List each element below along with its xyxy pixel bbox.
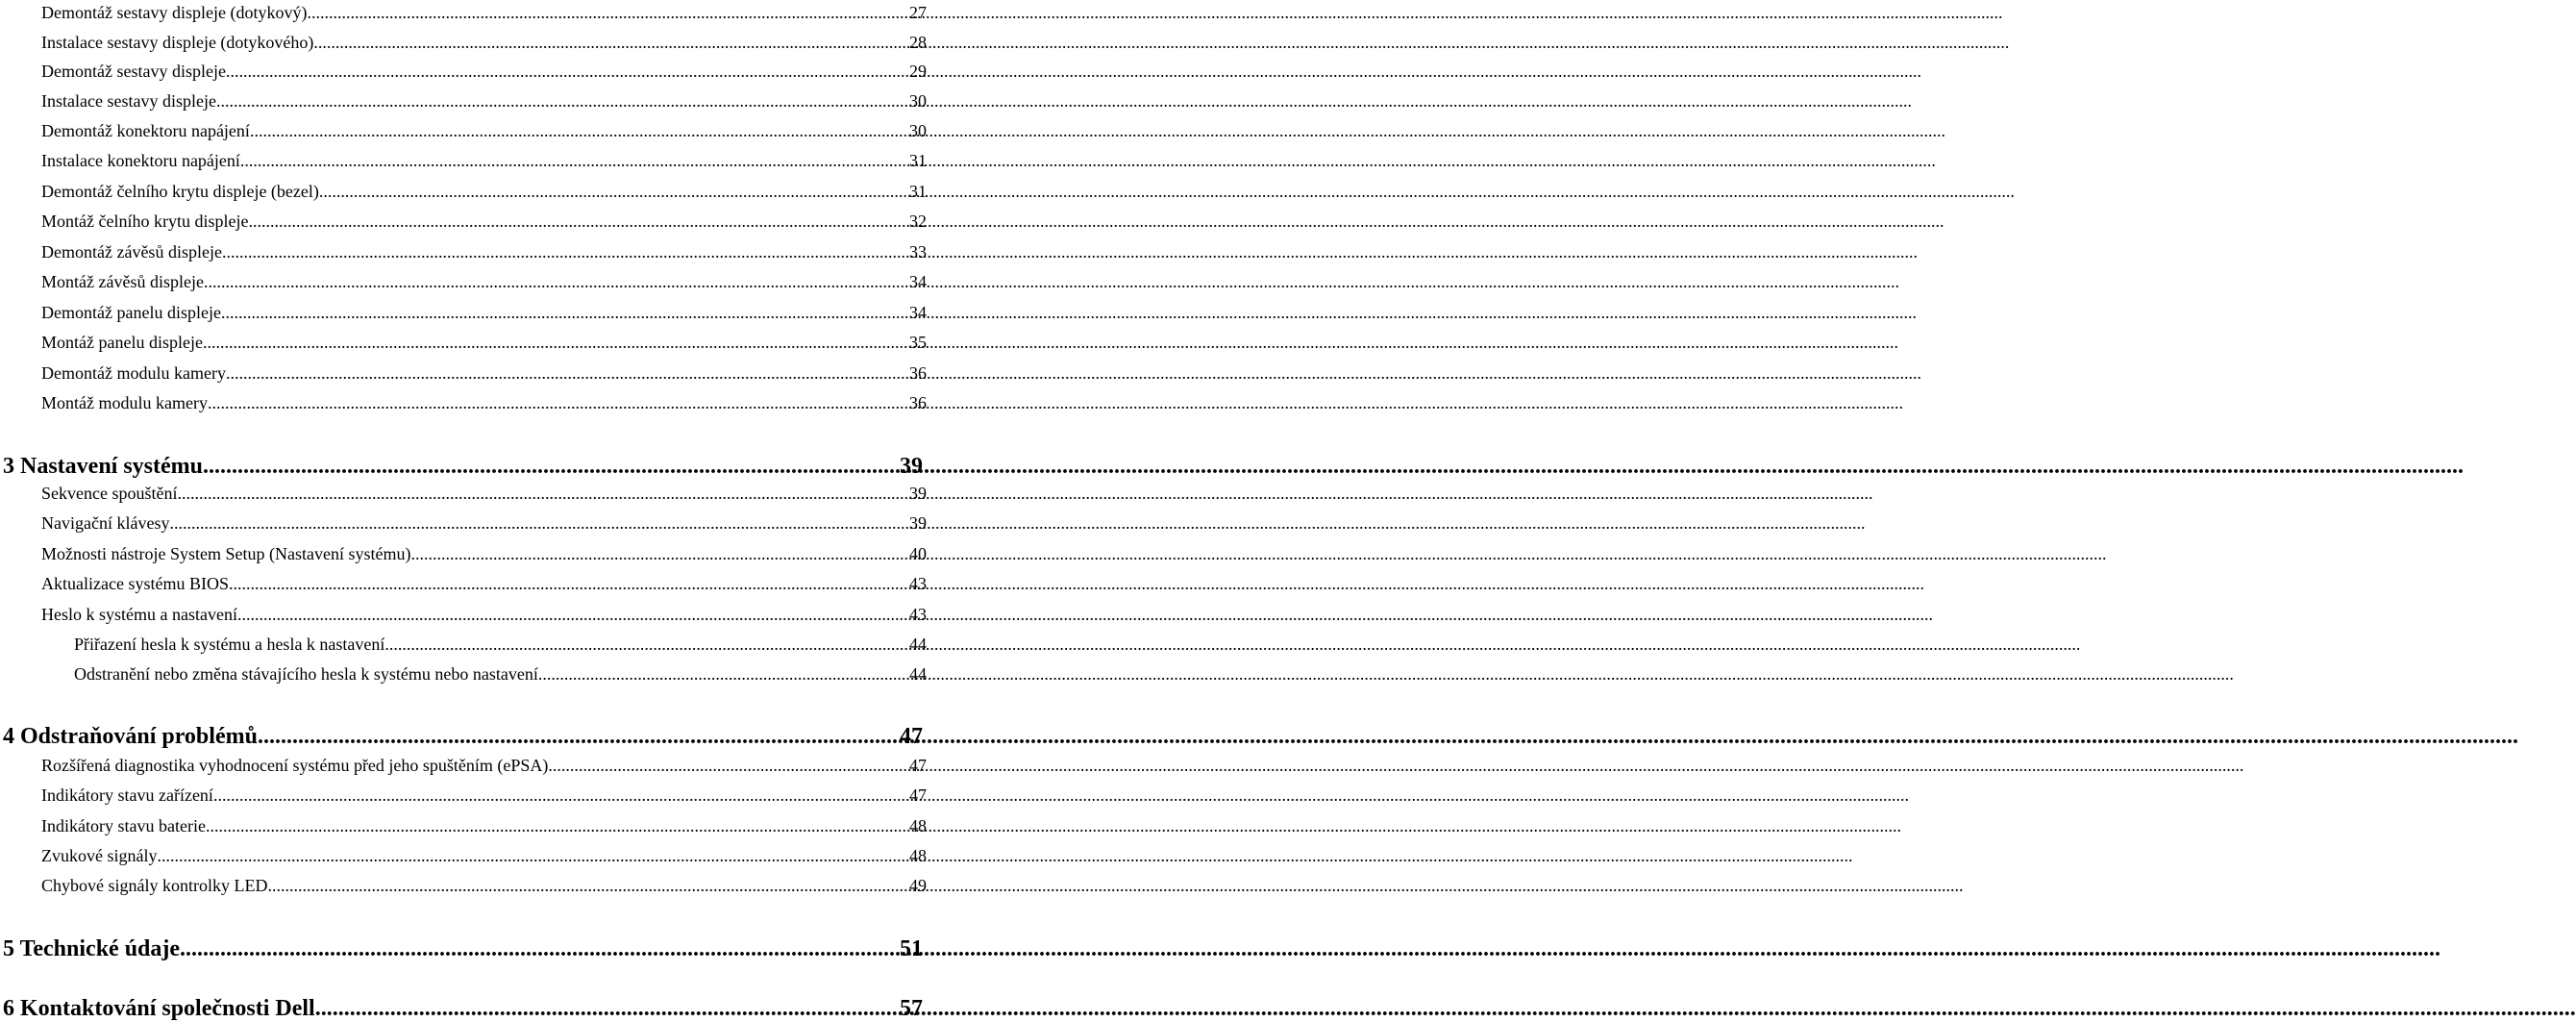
toc-page-number: 34: [909, 272, 927, 291]
toc-chapter-entry[interactable]: [3, 453, 923, 480]
toc-entry[interactable]: [41, 181, 927, 202]
toc-page-number: 39: [909, 513, 927, 533]
dot-leader: [206, 815, 908, 836]
toc-entry-title: Navigační klávesy: [41, 513, 170, 533]
dot-leader: [240, 150, 908, 171]
toc-entry-title: Rozšířená diagnostika vyhodnocení systému před jeho spuštěním (ePSA): [41, 756, 549, 775]
toc-page-number: 51: [900, 936, 923, 961]
dot-leader: [204, 271, 908, 292]
toc-page-number: 48: [909, 846, 927, 865]
toc-entry[interactable]: [41, 604, 927, 625]
toc-chapter-entry[interactable]: [3, 995, 923, 1022]
toc-page-number: 31: [909, 182, 927, 201]
toc-entry-title: Sekvence spouštění: [41, 484, 178, 503]
dot-leader: [410, 543, 908, 564]
toc-entry-title: Indikátory stavu baterie: [41, 816, 206, 835]
dot-leader: [157, 845, 908, 866]
toc-page-number: 40: [909, 544, 927, 563]
dot-leader: [226, 61, 908, 82]
toc-entry[interactable]: [41, 271, 927, 292]
toc-page-number: 36: [909, 393, 927, 412]
dot-leader: [208, 392, 908, 413]
dot-leader: [313, 32, 908, 53]
toc-page-number: 32: [909, 212, 927, 231]
toc-entry[interactable]: [74, 634, 927, 655]
toc-entry-title: Montáž modulu kamery: [41, 393, 208, 412]
toc-entry[interactable]: [41, 483, 927, 504]
toc-page-number: 30: [909, 91, 927, 111]
toc-entry[interactable]: [41, 32, 927, 53]
toc-page-number: 30: [909, 121, 927, 140]
dot-leader: [177, 483, 908, 504]
toc-entry[interactable]: [41, 785, 927, 806]
dot-leader: [315, 995, 899, 1022]
dot-leader: [258, 723, 899, 750]
toc-entry[interactable]: [41, 362, 927, 384]
toc-entry-title: Instalace sestavy displeje: [41, 91, 216, 111]
toc-page-number: 28: [909, 33, 927, 52]
toc-entry-title: 6 Kontaktování společnosti Dell: [3, 996, 315, 1021]
toc-entry-title: Demontáž sestavy displeje (dotykový): [41, 3, 308, 22]
toc-page-number: 57: [900, 996, 923, 1021]
dot-leader: [319, 181, 908, 202]
toc-page-number: 47: [909, 756, 927, 775]
dot-leader: [169, 512, 908, 534]
dot-leader: [203, 453, 899, 480]
toc-entry[interactable]: [41, 845, 927, 866]
toc-chapter-entry[interactable]: [3, 935, 923, 962]
dot-leader: [384, 634, 908, 655]
toc-entry[interactable]: [41, 150, 927, 171]
toc-page-number: 33: [909, 242, 927, 262]
toc-page-number: 39: [909, 484, 927, 503]
dot-leader: [213, 785, 908, 806]
toc-entry-title: Aktualizace systému BIOS: [41, 574, 229, 593]
toc-page-number: 44: [909, 664, 927, 684]
dot-leader: [250, 120, 908, 141]
toc-page-number: 47: [900, 724, 923, 749]
toc-entry-title: Montáž čelního krytu displeje: [41, 212, 249, 231]
dot-leader: [221, 302, 908, 323]
toc-entry-title: Přiřazení hesla k systému a hesla k nastavení: [74, 635, 385, 654]
toc-entry-title: Montáž panelu displeje: [41, 333, 203, 352]
toc-entry-title: Odstranění nebo změna stávajícího hesla k systému nebo nastavení: [74, 664, 538, 684]
toc-entry-title: Možnosti nástroje System Setup (Nastavení systému): [41, 544, 411, 563]
toc-page-number: 43: [909, 605, 927, 624]
toc-entry[interactable]: [41, 211, 927, 232]
dot-leader: [216, 90, 908, 112]
toc-entry[interactable]: [41, 2, 927, 23]
toc-entry[interactable]: [41, 392, 927, 413]
toc-page-number: 48: [909, 816, 927, 835]
toc-entry-title: Demontáž modulu kamery: [41, 363, 226, 383]
dot-leader: [180, 935, 899, 962]
toc-page-number: 49: [909, 876, 927, 895]
toc-entry[interactable]: [41, 241, 927, 262]
dot-leader: [237, 604, 908, 625]
toc-entry-title: Chybové signály kontrolky LED: [41, 876, 268, 895]
toc-entry[interactable]: [41, 512, 927, 534]
toc-page-number: 47: [909, 785, 927, 805]
toc-page-number: 34: [909, 303, 927, 322]
toc-entry-title: Zvukové signály: [41, 846, 158, 865]
toc-page-number: 35: [909, 333, 927, 352]
toc-entry[interactable]: [41, 302, 927, 323]
toc-page-number: 44: [909, 635, 927, 654]
dot-leader: [307, 2, 908, 23]
toc-entry[interactable]: [41, 543, 927, 564]
toc-entry[interactable]: [41, 573, 927, 594]
toc-entry-title: Demontáž závěsů displeje: [41, 242, 222, 262]
dot-leader: [548, 755, 908, 776]
toc-page-number: 31: [909, 151, 927, 170]
toc-entry[interactable]: [41, 61, 927, 82]
toc-entry-title: Montáž závěsů displeje: [41, 272, 204, 291]
dot-leader: [538, 663, 908, 685]
toc-page-number: 36: [909, 363, 927, 383]
toc-entry-title: 3 Nastavení systému: [3, 454, 203, 479]
toc-page-number: 27: [909, 3, 927, 22]
toc-entry-title: Heslo k systému a nastavení: [41, 605, 237, 624]
dot-leader: [229, 573, 908, 594]
toc-entry-title: 5 Technické údaje: [3, 936, 181, 961]
toc-entry-title: Indikátory stavu zařízení: [41, 785, 213, 805]
toc-entry[interactable]: [74, 663, 927, 685]
toc-entry[interactable]: [41, 332, 927, 353]
toc-entry[interactable]: [41, 755, 927, 776]
dot-leader: [203, 332, 908, 353]
dot-leader: [248, 211, 908, 232]
toc-entry-title: Instalace konektoru napájení: [41, 151, 240, 170]
dot-leader: [226, 362, 908, 384]
toc-entry[interactable]: [41, 815, 927, 836]
toc-page-number: 29: [909, 62, 927, 81]
toc-entry-title: 4 Odstraňování problémů: [3, 724, 258, 749]
toc-entry[interactable]: [41, 875, 927, 896]
dot-leader: [222, 241, 908, 262]
dot-leader: [267, 875, 908, 896]
toc-entry[interactable]: [41, 90, 927, 112]
toc-entry-title: Demontáž čelního krytu displeje (bezel): [41, 182, 319, 201]
toc-entry[interactable]: [41, 120, 927, 141]
toc-entry-title: Demontáž konektoru napájení: [41, 121, 250, 140]
toc-chapter-entry[interactable]: [3, 723, 923, 750]
toc-page-number: 39: [900, 454, 923, 479]
toc-page-number: 43: [909, 574, 927, 593]
toc-entry-title: Demontáž panelu displeje: [41, 303, 221, 322]
toc-entry-title: Instalace sestavy displeje (dotykového): [41, 33, 314, 52]
toc-entry-title: Demontáž sestavy displeje: [41, 62, 226, 81]
